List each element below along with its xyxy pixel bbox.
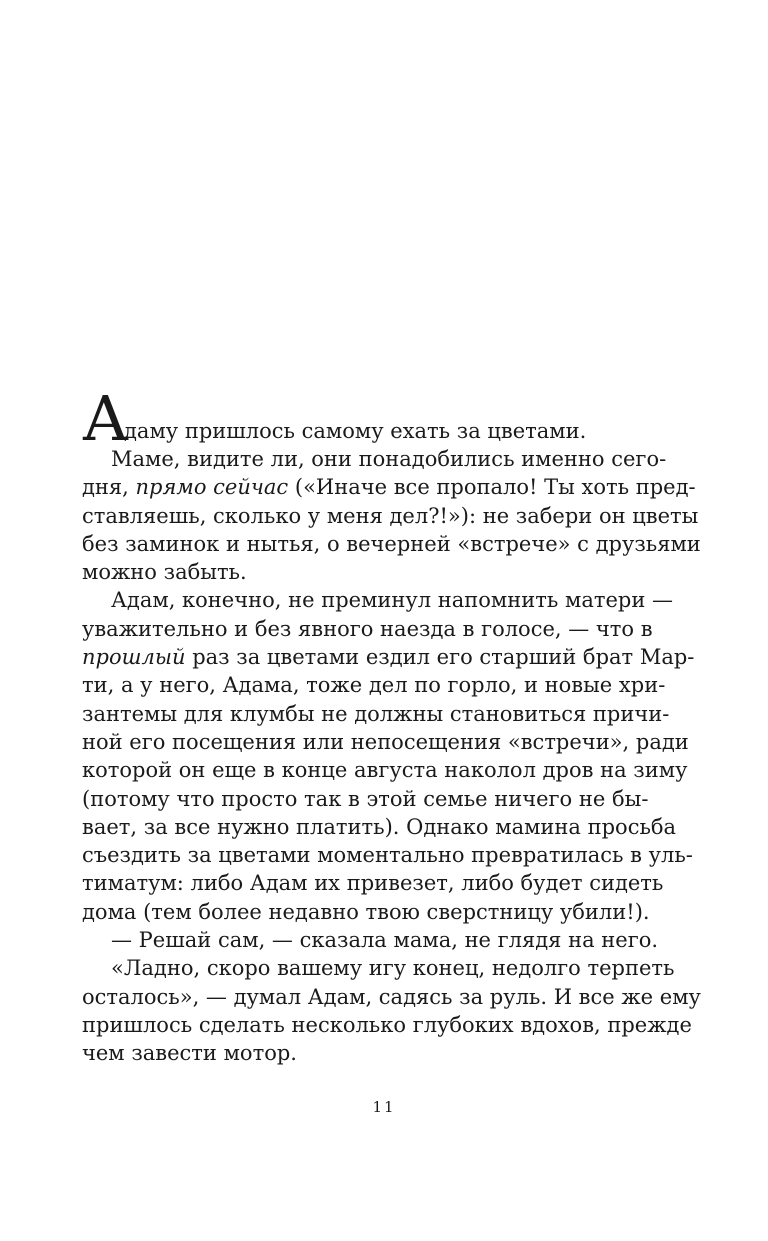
text-line: тиматум: либо Адам их привезет, либо будет сидеть: [82, 871, 664, 896]
text-line: съездить за цветами моментально превратилась в уль-: [82, 843, 693, 868]
paragraph: [82, 926, 659, 954]
dialogue-line: — Решай сам, — сказала мама, не глядя на него.: [111, 928, 659, 953]
text-line: «Ладно, скоро вашему игу конец, недолго терпеть: [111, 956, 675, 981]
chapter-text: [82, 382, 701, 1068]
text-line: дома (тем более недавно твою сверстницу убили!).: [82, 899, 650, 924]
text-line: ной его посещения или непосещения «встречи», ради: [82, 729, 689, 754]
text-line: осталось», — думал Адам, садясь за руль. И все же ему: [82, 984, 701, 1009]
drop-cap: А: [82, 382, 129, 455]
text-line: дня, прямо сейчас («Иначе все пропало! Ты хоть пред-: [82, 475, 696, 500]
text-line: Адам, конечно, не преминул напомнить матери —: [111, 588, 673, 613]
text-line: вает, за все нужно платить). Однако мамина просьба: [82, 814, 677, 839]
text-line: Маме, видите ли, они понадобились именно сего-: [111, 447, 667, 471]
text-line: зантемы для клумбы не должны становиться причи-: [82, 701, 670, 726]
opening-sentence: даму пришлось самому ехать за цветами.: [124, 419, 587, 443]
opening-line: [82, 382, 644, 455]
paragraph: [82, 586, 695, 926]
italic-phrase: прямо сейчас: [135, 475, 289, 500]
text-line: пришлось сделать несколько глубоких вдохов, прежде: [82, 1012, 692, 1037]
text-line: можно забыть.: [82, 560, 247, 585]
paragraph: [82, 954, 701, 1067]
text-line: ставляешь, сколько у меня дел?!»): не забери он цветы: [82, 503, 699, 528]
text-line: уважительно и без явного наезда в голосе, — что в: [82, 616, 653, 641]
text-line: чем завести мотор.: [82, 1041, 297, 1066]
text-line: прошлый раз за цветами ездил его старший брат Мар-: [82, 645, 695, 670]
text-line: ти, а у него, Адама, тоже дел по горло, и новые хри-: [82, 673, 666, 698]
text-line: (потому что просто так в этой семье ничего не бы-: [82, 786, 649, 811]
paragraph: [82, 445, 701, 586]
page-number: 11: [372, 1098, 396, 1116]
text-line: без заминок и нытья, о вечерней «встрече» с друзьями: [82, 531, 701, 556]
italic-word: прошлый: [82, 645, 186, 670]
text-line: которой он еще в конце августа наколол дров на зиму: [82, 758, 688, 783]
